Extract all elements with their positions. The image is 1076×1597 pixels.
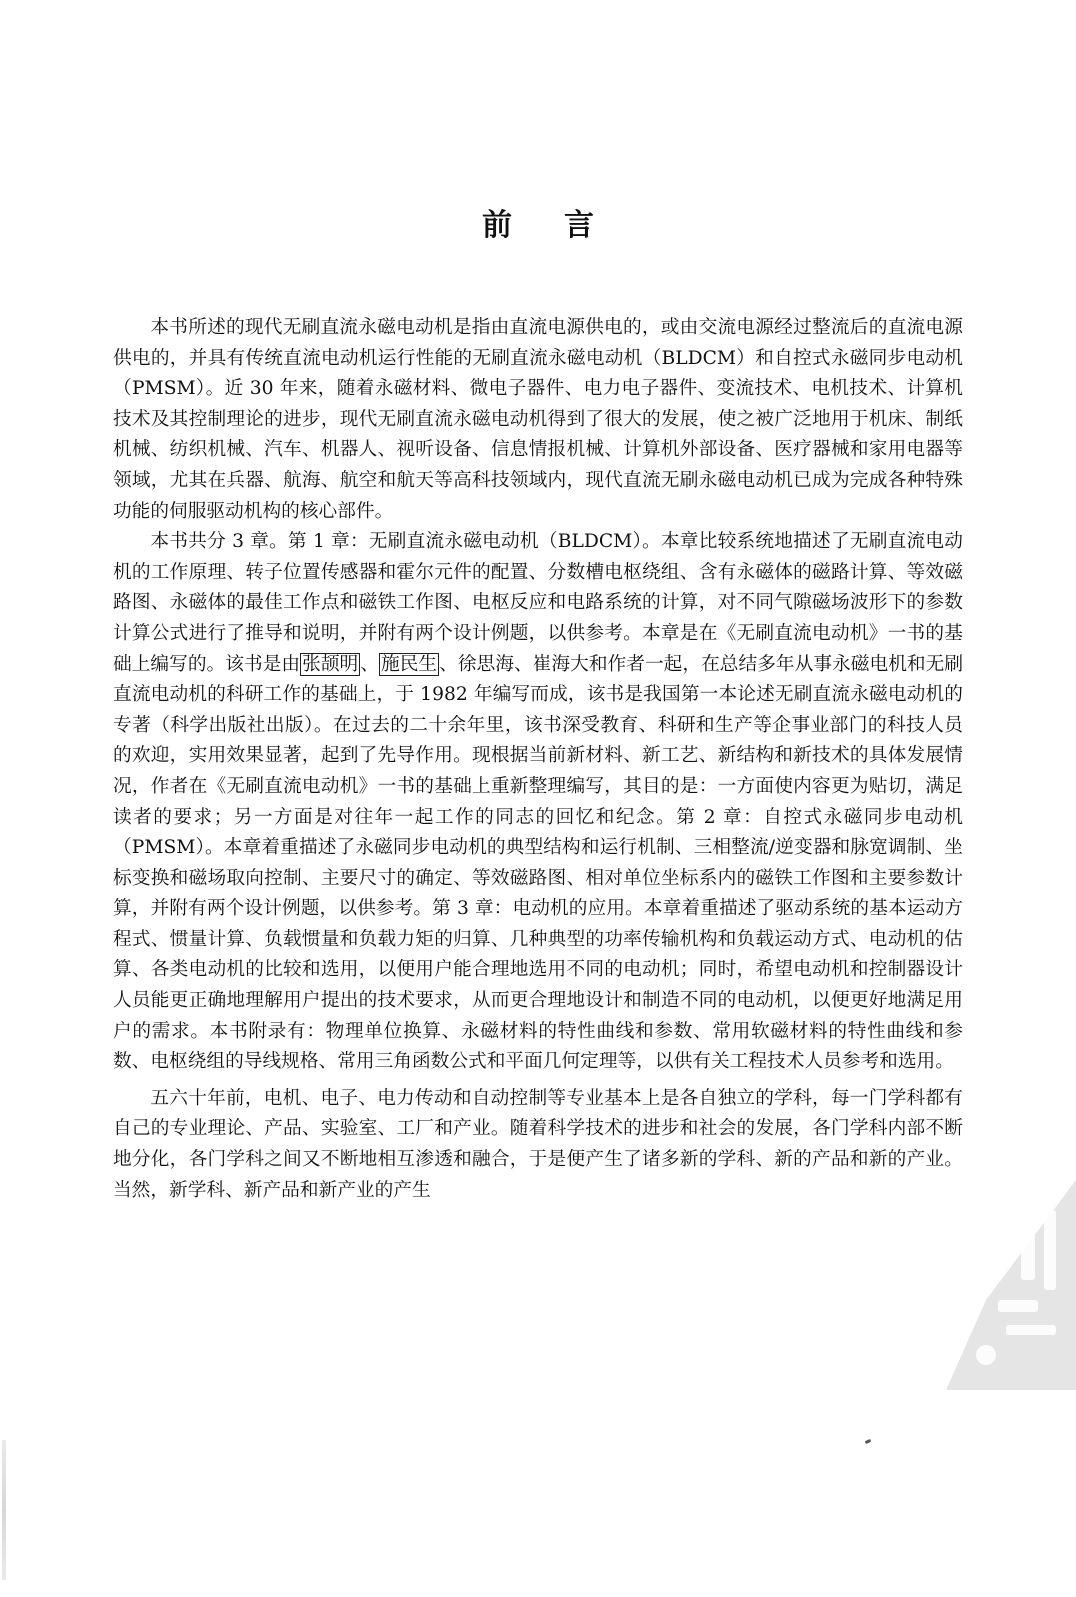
paragraph-1: 本书所述的现代无刷直流永磁电动机是指由直流电源供电的，或由交流电源经过整流后的直流电源供电的，并具有传统直流电动机运行性能的无刷直流永磁电动机（BLDCM）和自控式永磁同步电动机（PMSM）。近 30 年来，随着永磁材料、微电子器件、电力电子器件、变流技术、电机技术、计算机技术及其控制理论的进步，现代无刷直流永磁电动机得到了很大的发展，使之被广泛地用于机床、制纸机械、纺织机械、汽车、机器人、视听设备、信息情报机械、计算机外部设备、医疗器械和家用电器等领域，尤其在兵器、航海、航空和航天等高科技领域内，现代直流无刷永磁电动机已成为完成各种特殊功能的伺服驱动机构的核心部件。 bbox=[113, 317, 963, 522]
scan-edge-shadow bbox=[2, 1440, 6, 1580]
watermark-seal bbox=[926, 1180, 1076, 1390]
page-title: 前言 bbox=[482, 208, 646, 243]
name-separator: 、 bbox=[360, 653, 379, 675]
print-speck bbox=[865, 1439, 872, 1444]
paragraph-2 bbox=[113, 527, 963, 1078]
paragraph-3: 五六十年前，电机、电子、电力传动和自动控制等专业基本上是各自独立的学科，每一门学科都有自己的专业理论、产品、实验室、工厂和产业。随着科学技术的进步和社会的发展，各门学科内部不断地分化，各门学科之间又不断地相互渗透和融合，于是便产生了诸多新的学科、新的产品和新的产业。当然，新学科、新产品和新产业的产生 bbox=[113, 1087, 963, 1201]
body-text bbox=[113, 313, 963, 1206]
boxed-name-zhang: 张颉明 bbox=[302, 653, 359, 675]
paragraph-2-text-before: 本书共分 3 章。第 1 章：无刷直流永磁电动机（BLDCM）。本章比较系统地描述了无刷直流电动机的工作原理、转子位置传感器和霍尔元件的配置、分数槽电枢绕组、含有永磁体的磁路计算、等效磁路图、永磁体的最佳工作点和磁铁工作图、电枢反应和电路系统的计算，对不同气隙磁场波形下的参数计算公式进行了推导和说明，并附有两个设计例题，以供参考。本章是在《无刷直流电动机》一书的基础上编写的。该书是由 bbox=[113, 531, 963, 675]
paragraph-2-text-after: 、徐思海、崔海大和作者一起，在总结多年从事永磁电机和无刷直流电动机的科研工作的基础上，于 1982 年编写而成，该书是我国第一本论述无刷直流永磁电动机的专著（科学出版社出版）。在过去的二十余年里，该书深受教育、科研和生产等企事业部门的科技人员的欢迎，实用效果显著，起到了先导作用。现根据当前新材料、新工艺、新结构和新技术的具体发展情况，作者在《无刷直流电动机》一书的基础上重新整理编写，其目的是：一方面使内容更为贴切，满足读者的要求；另一方面是对往年一起工作的同志的回忆和纪念。第 2 章：自控式永磁同步电动机（PMSM）。本章着重描述了永磁同步电动机的典型结构和运行机制、三相整流/逆变器和脉宽调制、坐标变换和磁场取向控制、主要尺寸的确定、等效磁路图、相对单位坐标系内的磁铁工作图和主要参数计算，并附有两个设计例题，以供参考。第 3 章：电动机的应用。本章着重描述了驱动系统的基本运动方程式、惯量计算、负载惯量和负载力矩的归算、几种典型的功率传输机构和负载运动方式、电动机的估算、各类电动机的比较和选用，以便用户能合理地选用不同的电动机；同时，希望电动机和控制器设计人员能更正确地理解用户提出的技术要求，从而更合理地设计和制造不同的电动机，以便更好地满足用户的需求。本书附录有：物理单位换算、永磁材料的特性曲线和参数、常用软磁材料的特性曲线和参数、电枢绕组的导线规格、常用三角函数公式和平面几何定理等，以供有关工程技术人员参考和选用。 bbox=[113, 653, 964, 1073]
boxed-name-shi: 施民生 bbox=[380, 653, 438, 675]
